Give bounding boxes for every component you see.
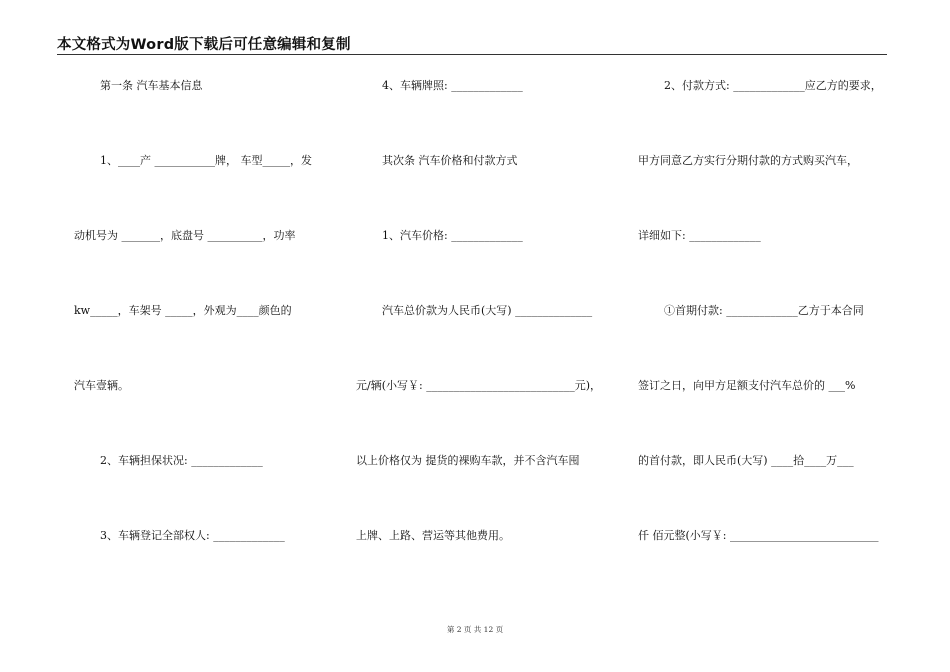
text-line: 动机号为 _______，底盘号 __________，功率 bbox=[74, 229, 296, 242]
page-header-title: 本文格式为Word版下载后可任意编辑和复制 bbox=[57, 37, 351, 53]
text-line: 第一条 汽车基本信息 bbox=[100, 79, 203, 92]
text-line: 签订之日，向甲方足额支付汽车总价的 ___% bbox=[638, 379, 856, 392]
text-line: 2、付款方式: _____________应乙方的要求， bbox=[664, 79, 882, 92]
text-line: 1、汽车价格: _____________ bbox=[382, 229, 523, 242]
text-line: 3、车辆登记全部权人: _____________ bbox=[100, 529, 285, 542]
text-line: 甲方同意乙方实行分期付款的方式购买汽车， bbox=[638, 154, 858, 167]
text-line: kw_____，车架号 _____，外观为____颜色的 bbox=[74, 304, 292, 317]
text-line: 上牌、上路、营运等其他费用。 bbox=[356, 529, 510, 542]
text-line: 汽车总价款为人民币(大写) ______________ bbox=[382, 304, 593, 317]
text-line: 4、车辆牌照: _____________ bbox=[382, 79, 523, 92]
text-line: 以上价格仅为 提货的裸购车款，并不含汽车囤 bbox=[356, 454, 580, 467]
text-line: 详细如下: _____________ bbox=[638, 229, 761, 242]
text-line: 汽车壹辆。 bbox=[74, 379, 129, 392]
text-line: 1、____产 ___________牌， 车型_____，发 bbox=[100, 154, 312, 167]
text-line: 2、车辆担保状况: _____________ bbox=[100, 454, 263, 467]
page-number: 第 2 页 共 12 页 bbox=[446, 625, 504, 634]
header-rule bbox=[57, 54, 887, 55]
text-line: 的首付款，即人民币(大写) ____拾____万___ bbox=[638, 454, 854, 467]
text-line: 元/辆(小写￥: ___________________________元)， bbox=[356, 379, 601, 392]
text-line: ①首期付款: _____________乙方于本合同 bbox=[664, 304, 864, 317]
text-line: 其次条 汽车价格和付款方式 bbox=[382, 154, 518, 167]
text-line: 仟 佰元整(小写￥: ___________________________ bbox=[638, 529, 879, 542]
